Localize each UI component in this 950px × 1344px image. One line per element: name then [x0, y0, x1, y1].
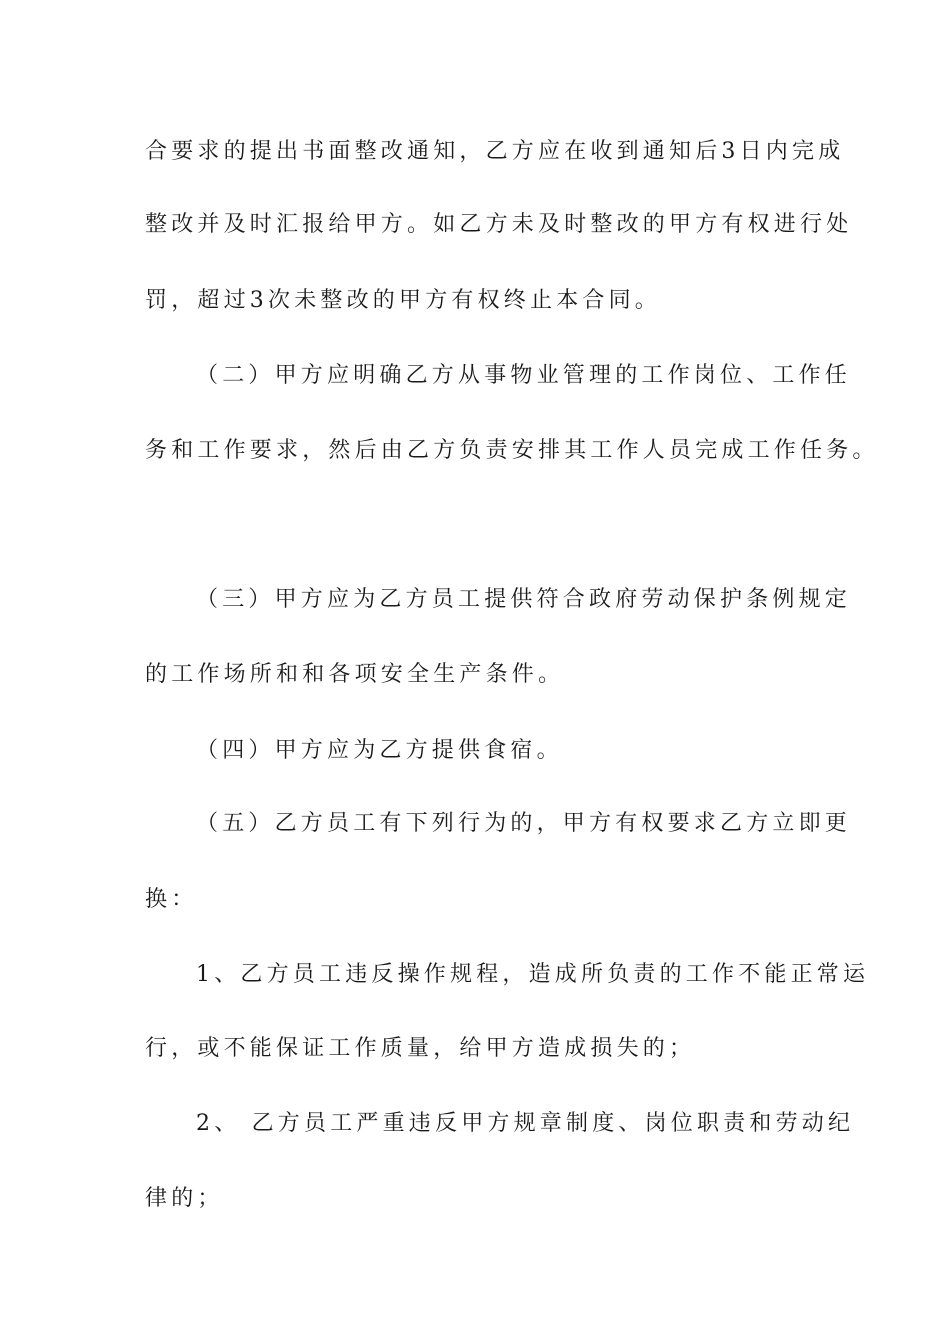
paragraph-line: 换：	[145, 887, 198, 912]
paragraph-line: 务和工作要求，然后由乙方负责安排其工作人员完成工作任务。	[145, 438, 879, 463]
paragraph-line: 律的；	[145, 1186, 224, 1211]
paragraph-line: 罚，超过3次未整改的甲方有权终止本合同。	[145, 288, 661, 313]
paragraph-line: （五）乙方员工有下列行为的，甲方有权要求乙方立即更	[196, 811, 852, 836]
paragraph-line: 整改并及时汇报给甲方。如乙方未及时整改的甲方有权进行处	[145, 212, 853, 237]
paragraph-line: 2、 乙方员工严重违反甲方规章制度、岗位职责和劳动纪	[196, 1111, 855, 1136]
paragraph-line: 合要求的提出书面整改通知，乙方应在收到通知后3日内完成	[145, 139, 845, 164]
paragraph-line: （三）甲方应为乙方员工提供符合政府劳动保护条例规定	[196, 587, 852, 612]
paragraph-line: 的工作场所和和各项安全生产条件。	[145, 662, 565, 687]
paragraph-line: 行，或不能保证工作质量，给甲方造成损失的；	[145, 1036, 696, 1061]
paragraph-line: （四）甲方应为乙方提供食宿。	[196, 738, 563, 763]
paragraph-line: 1、乙方员工违反操作规程，造成所负责的工作不能正常运	[196, 962, 870, 987]
paragraph-line: （二）甲方应明确乙方从事物业管理的工作岗位、工作任	[196, 363, 852, 388]
